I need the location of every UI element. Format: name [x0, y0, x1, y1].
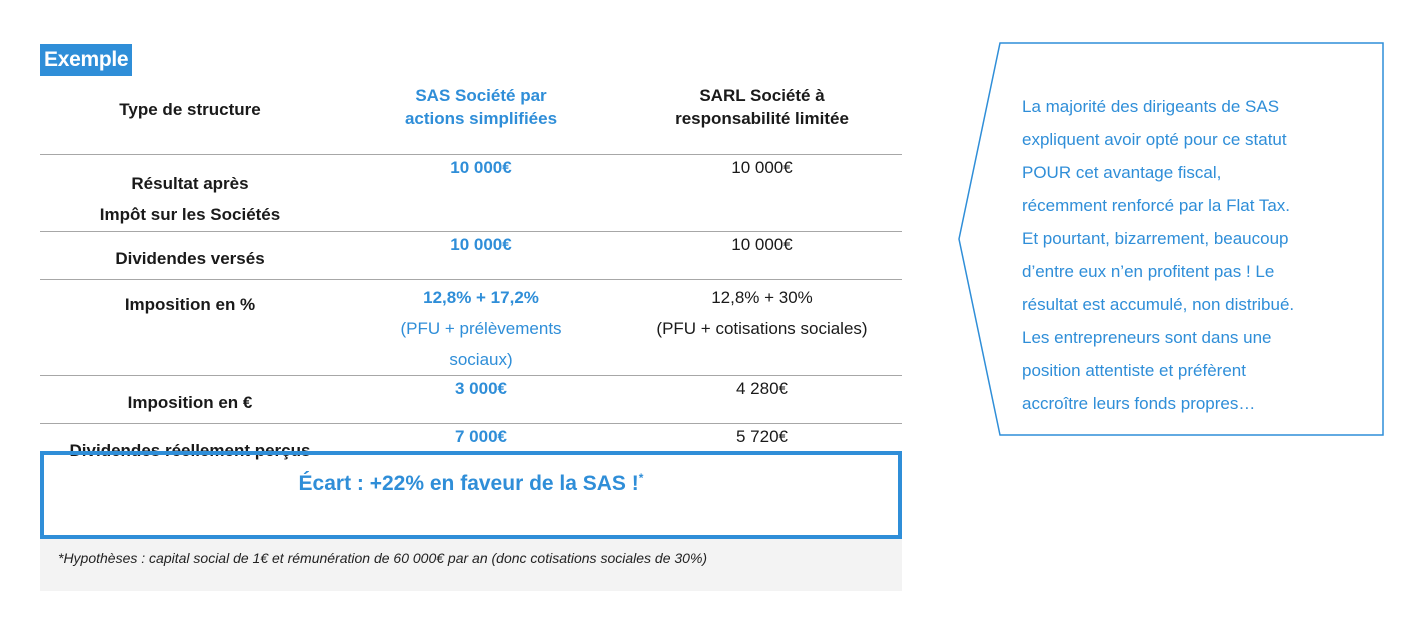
row-label-line: Dividendes versés: [115, 249, 265, 268]
table-row: [40, 155, 902, 232]
example-tag: Exemple: [40, 44, 132, 76]
callout-line: accroître leurs fonds propres…: [1022, 394, 1256, 413]
callout-line: POUR cet avantage fiscal,: [1022, 163, 1222, 182]
row-sarl-value: 5 720€: [622, 424, 902, 470]
table-row: [40, 280, 902, 376]
callout-line: Et pourtant, bizarrement, beaucoup: [1022, 229, 1289, 248]
row-sas-cell: [340, 280, 622, 376]
callout-line: expliquent avoir opté pour ce statut: [1022, 130, 1287, 149]
row-label: [40, 280, 340, 376]
ecart-summary: [44, 471, 898, 496]
row-label: [40, 232, 340, 280]
row-sarl-cell: [622, 280, 902, 376]
row-sas-value: 10 000€: [340, 232, 622, 280]
hypotheses-footnote: *Hypothèses : capital social de 1€ et rémunération de 60 000€ par an (donc cotisations sociales de 30%): [58, 550, 708, 566]
row-label: [40, 155, 340, 232]
ecart-highlight-box: [40, 451, 902, 539]
header-sas-line: SAS Société par: [415, 86, 547, 105]
row-sarl-value: 10 000€: [622, 155, 902, 232]
header-label: Type de structure: [119, 100, 261, 119]
callout-line: récemment renforcé par la Flat Tax.: [1022, 196, 1291, 215]
row-label-line: Résultat après: [131, 174, 249, 193]
row-sarl-value: 4 280€: [622, 376, 902, 424]
table-header-row: [40, 78, 902, 155]
row-sas-detail: sociaux): [449, 350, 513, 369]
table-row: [40, 376, 902, 424]
row-sas-value: 3 000€: [340, 376, 622, 424]
callout-line: Les entrepreneurs sont dans une: [1022, 328, 1272, 347]
row-label-line: Imposition en €: [127, 393, 253, 412]
header-sas-line: actions simplifiées: [404, 109, 558, 128]
row-sas-value: 7 000€: [340, 424, 622, 470]
row-sas-value: 10 000€: [340, 155, 622, 232]
row-label: [40, 376, 340, 424]
ecart-footnote-mark: *: [638, 471, 644, 485]
row-label-line: Impôt sur les Sociétés: [99, 205, 281, 224]
row-sarl-detail: (PFU + cotisations sociales): [656, 319, 868, 338]
comparison-table: [40, 78, 902, 470]
callout-line: d’entre eux n’en profitent pas ! Le: [1022, 262, 1275, 281]
callout-text: [1022, 90, 1367, 420]
footnote-band: [40, 539, 902, 591]
callout-line: position attentiste et préfèrent: [1022, 361, 1246, 380]
header-sarl-line: SARL Société à: [699, 86, 825, 105]
row-sarl-value: 10 000€: [622, 232, 902, 280]
row-sas-detail: (PFU + prélèvements: [400, 319, 562, 338]
table-row: [40, 232, 902, 280]
row-sarl-value: 12,8% + 30%: [711, 288, 813, 307]
header-sas: [340, 78, 622, 155]
header-sarl-line: responsabilité limitée: [675, 109, 849, 128]
callout-line: La majorité des dirigeants de SAS: [1022, 97, 1280, 116]
row-sas-value: 12,8% + 17,2%: [423, 288, 539, 307]
row-label-line: Dividendes réellement perçus: [69, 441, 311, 460]
callout-line: résultat est accumulé, non distribué.: [1022, 295, 1295, 314]
ecart-summary-text: Écart : +22% en faveur de la SAS !: [298, 472, 639, 495]
row-label-line: Imposition en %: [124, 295, 256, 314]
header-sarl: [622, 78, 902, 155]
